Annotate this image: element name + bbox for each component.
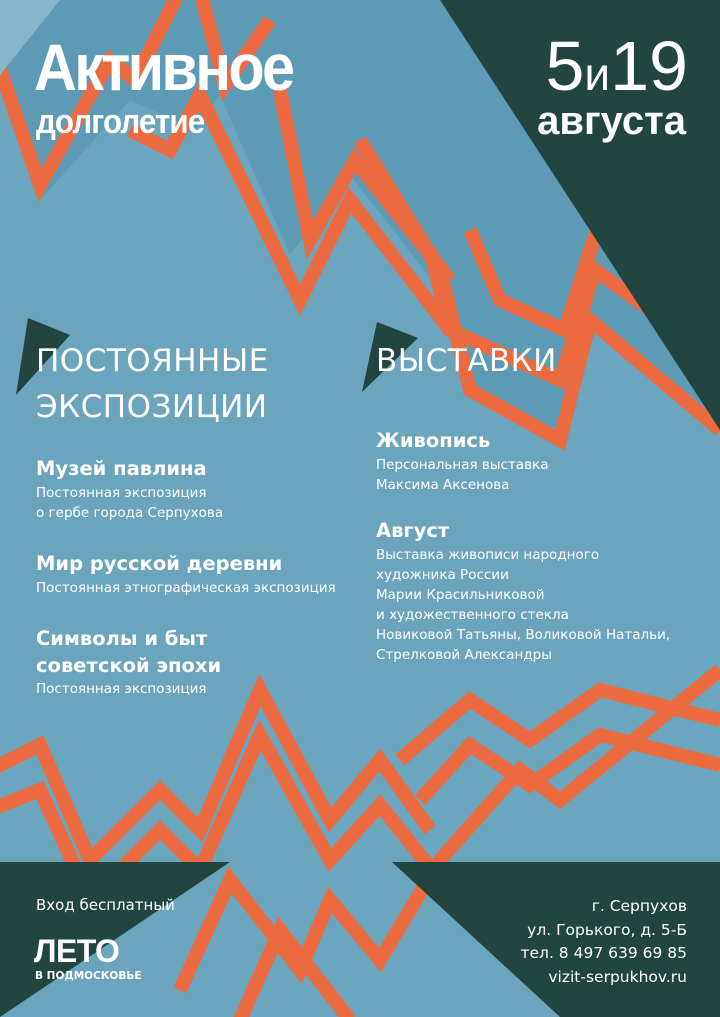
exhibition-desc: Максима Аксенова xyxy=(376,477,510,493)
exhibitions-heading: ВЫСТАВКИ xyxy=(376,343,557,379)
website-link[interactable]: vizit-serpukhov.ru xyxy=(548,967,687,986)
exhibition-desc: Персональная выставка xyxy=(376,457,549,473)
permanent-item-desc: о гербе города Серпухова xyxy=(36,505,224,521)
permanent-item-title: Символы и быт xyxy=(36,627,208,650)
title-sub: долголетие xyxy=(36,103,205,141)
exhibition-desc: Выставка живописи народного xyxy=(376,547,600,563)
event-dates xyxy=(545,27,688,110)
exhibition-title: Август xyxy=(376,519,450,542)
phone-number: тел. 8 497 639 69 85 xyxy=(520,944,687,962)
free-entry-text: Вход бесплатный xyxy=(36,896,175,914)
permanent-item-desc: Постоянная этнографическая экспозиция xyxy=(36,580,336,596)
permanent-item-desc: Постоянная экспозиция xyxy=(36,485,207,501)
exhibition-desc: Марии Красильниковой xyxy=(376,587,545,603)
exhibition-title: Живопись xyxy=(376,429,491,452)
permanent-item-desc: Постоянная экспозиция xyxy=(36,681,207,697)
exhibition-desc: Новиковой Татьяны, Воликовой Натальи, xyxy=(376,627,671,643)
exhibition-desc: и художественного стекла xyxy=(376,607,569,623)
permanent-item-title: Мир русской деревни xyxy=(36,552,283,575)
permanent-item-title: Музей павлина xyxy=(36,457,207,480)
permanent-heading-line-2: ЭКСПОЗИЦИИ xyxy=(36,389,268,425)
date-and: и xyxy=(584,48,611,100)
permanent-heading-line-1: ПОСТОЯННЫЕ xyxy=(36,343,269,379)
event-month: августа xyxy=(537,99,686,143)
date-day-1: 5 xyxy=(545,27,585,105)
leto-logo: ЛЕТО xyxy=(34,933,120,969)
leto-logo-subtitle: В ПОДМОСКОВЬЕ xyxy=(35,970,142,982)
address-block xyxy=(520,895,687,989)
permanent-item-title: советской эпохи xyxy=(36,654,222,677)
date-day-2: 19 xyxy=(610,27,688,105)
exhibition-desc: художника России xyxy=(376,567,509,583)
address-city: г. Серпухов xyxy=(591,897,687,915)
title-main: Активное xyxy=(34,30,293,104)
address-street: ул. Горького, д. 5-Б xyxy=(527,920,687,939)
exhibition-desc: Стрелковой Александры xyxy=(376,647,552,663)
